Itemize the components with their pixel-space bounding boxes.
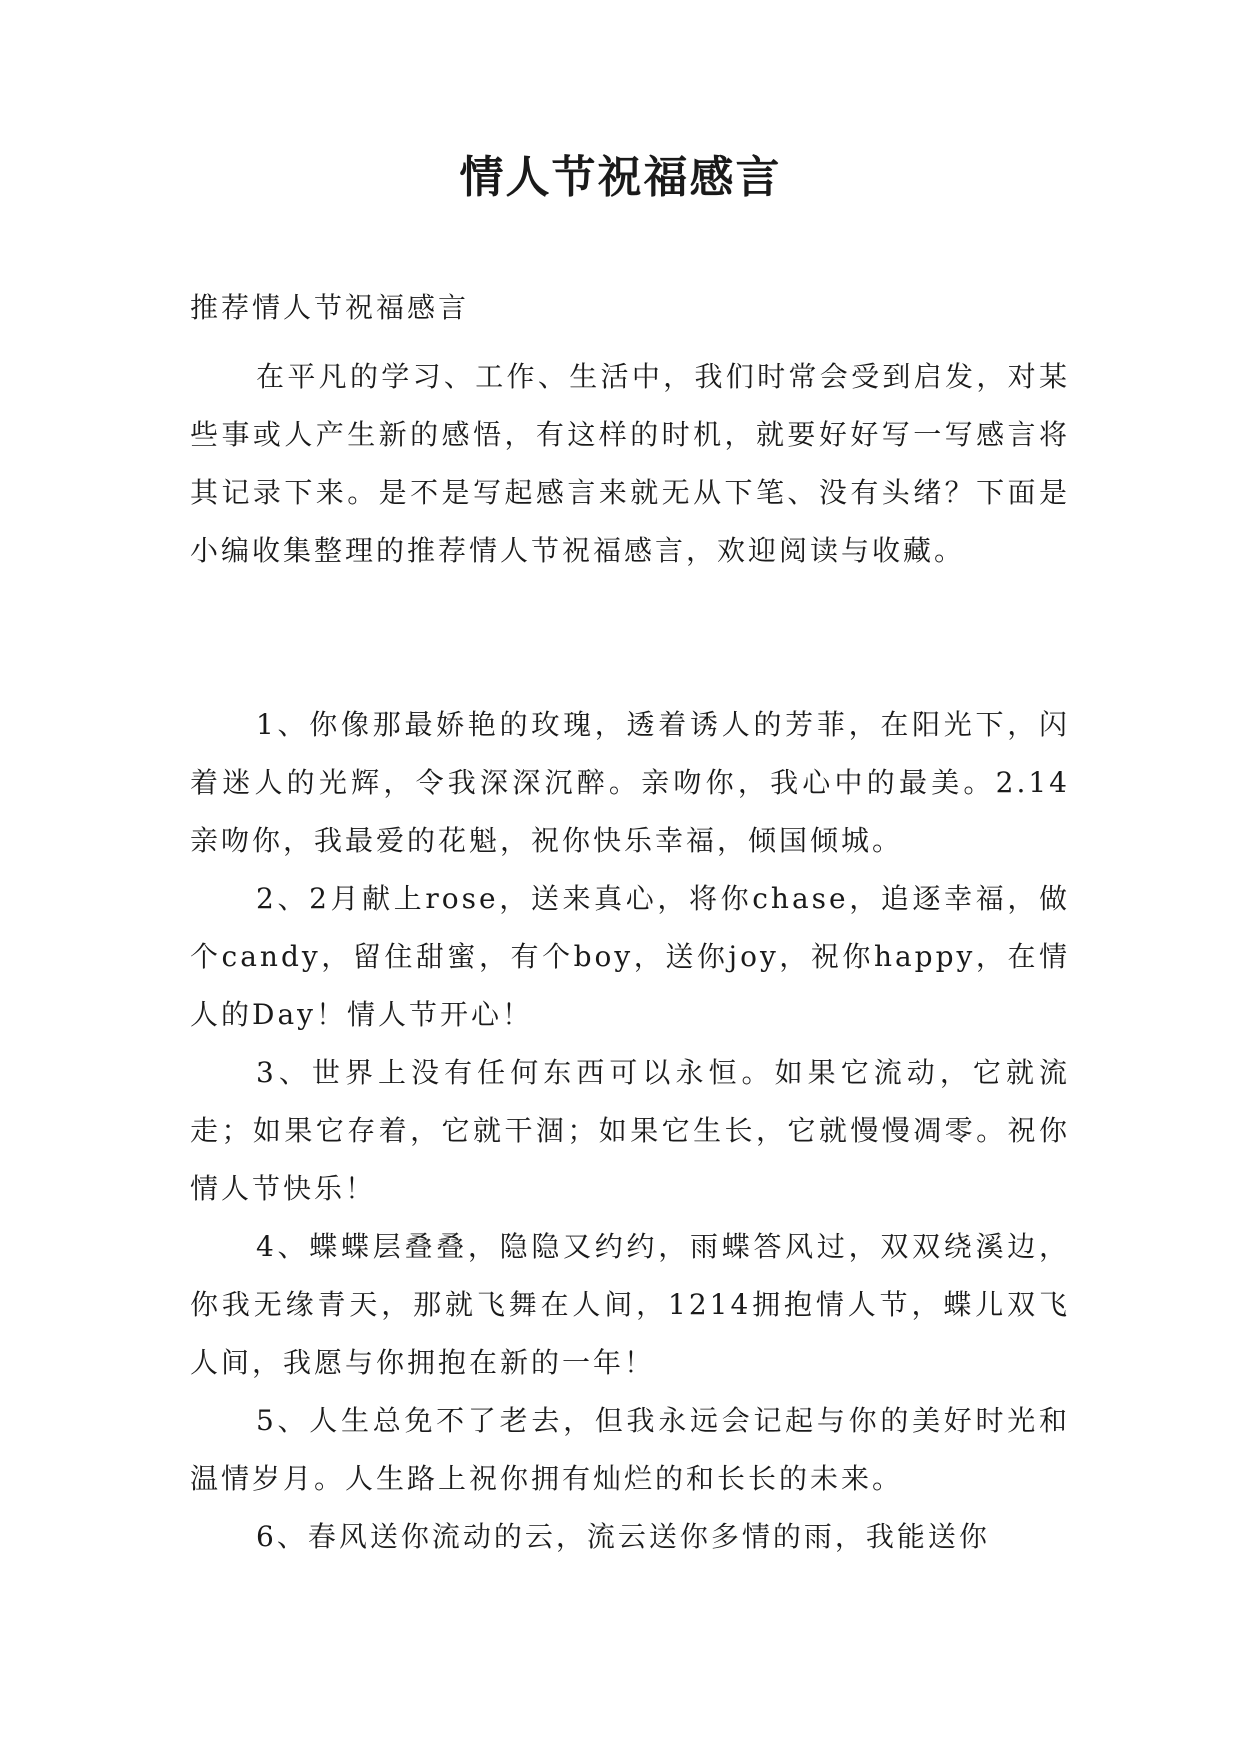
intro-section — [190, 348, 1070, 580]
document-subtitle: 推荐情人节祝福感言 — [190, 291, 470, 324]
blessing-item-4: 4、蝶蝶层叠叠，隐隐又约约，雨蝶答风过，双双绕溪边，你我无缘青天，那就飞舞在人间，1214拥抱情人节，蝶儿双飞人间，我愿与你拥抱在新的一年！ — [190, 1230, 1070, 1379]
intro-paragraph: 在平凡的学习、工作、生活中，我们时常会受到启发，对某些事或人产生新的感悟，有这样的时机，就要好好写一写感言将其记录下来。是不是写起感言来就无从下笔、没有头绪？下面是小编收集整理的推荐情人节祝福感言，欢迎阅读与收藏。 — [190, 360, 1070, 567]
blessing-item-5: 5、人生总免不了老去，但我永远会记起与你的美好时光和温情岁月。人生路上祝你拥有灿烂的和长长的未来。 — [190, 1404, 1070, 1495]
blessing-item-1: 1、你像那最娇艳的玫瑰，透着诱人的芳菲，在阳光下，闪着迷人的光辉，令我深深沉醉。亲吻你，我心中的最美。2.14亲吻你，我最爱的花魁，祝你快乐幸福，倾国倾城。 — [190, 708, 1070, 857]
blessing-item-3: 3、世界上没有任何东西可以永恒。如果它流动，它就流走；如果它存着，它就干涸；如果它生长，它就慢慢凋零。祝你情人节快乐！ — [190, 1056, 1070, 1205]
blessings-list — [190, 696, 1070, 1566]
blessing-item-6: 6、春风送你流动的云，流云送你多情的雨，我能送你 — [256, 1520, 990, 1553]
document-title: 情人节祝福感言 — [459, 152, 782, 203]
blessing-item-2: 2、2月献上rose，送来真心，将你chase，追逐幸福，做个candy，留住甜蜜，有个boy，送你joy，祝你happy，在情人的Day！情人节开心！ — [190, 882, 1070, 1031]
